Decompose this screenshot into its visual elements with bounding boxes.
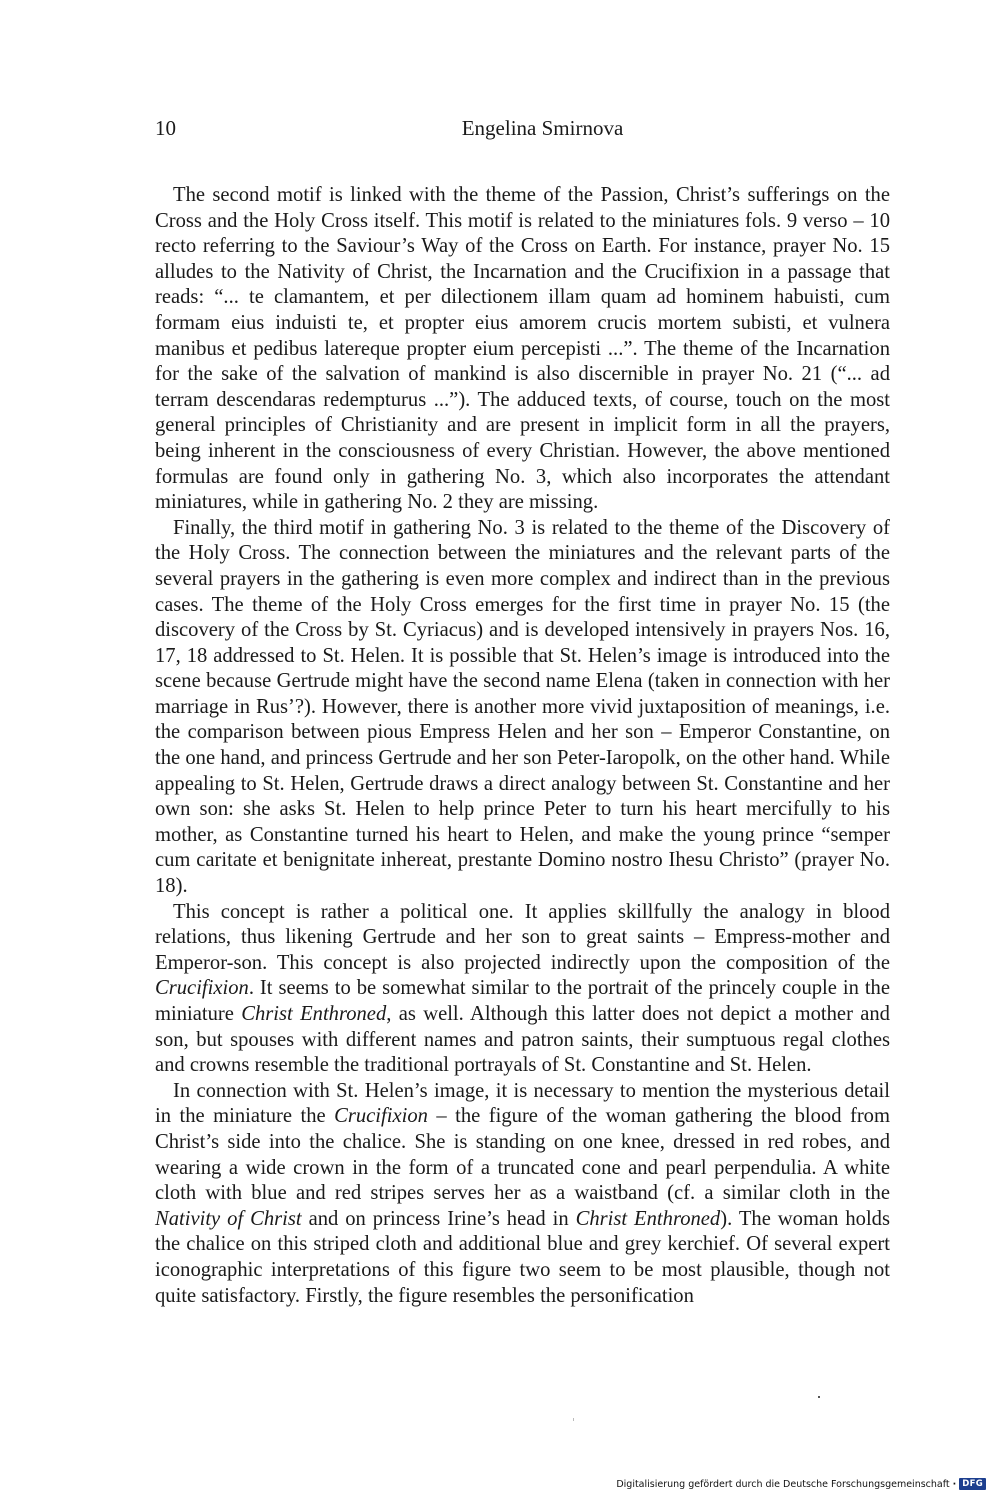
body-text (155, 183, 890, 1309)
scan-speck (573, 1418, 574, 1421)
paragraph-2: Finally, the third motif in gathering No. 3 is related to the theme of the Discovery of the Holy Cross. The connection between the miniatures and the relevant parts of the several prayers in the gathering is even more complex and indirect than in the previous cases. The theme of the Holy Cross emerges for the first time in prayer No. 15 (the discovery of the Cross by St. Cyriacus) and is developed intensively in prayers Nos. 16, 17, 18 addressed to St. Helen. It is possible that St. Helen’s image is introduced into the scene because Gertrude might have the second name Elena (taken in connection with her marriage in Rus’?). However, there is another more vivid juxtaposition of meanings, i.e. the comparison between pious Empress Helen and her son – Emperor Constantine, on the one hand, and princess Gertrude and her son Peter-Iaropolk, on the other hand. While appealing to St. Helen, Gertrude draws a direct analogy between St. Constantine and her own son: she asks St. Helen to help prince Peter to turn his heart mercifully to his mother, as Constantine turned his heart to Helen, and make the young prince “semper cum caritate et benignitate inhereat, prestante Domino nostro Ihesu Christo” (prayer No. 18). (155, 516, 890, 898)
paragraph-3 (155, 900, 890, 1079)
paragraph-3-text-b: . It seems to be somewhat similar to the portrait of the princely couple in the miniature (155, 977, 890, 1025)
paragraph-4 (155, 1079, 890, 1309)
funding-note: Digitalisierung gefördert durch die Deutsche Forschungsgemeinschaft (616, 1478, 950, 1490)
scan-speck (818, 1396, 820, 1398)
paragraph-4-text-c: and on princess Irine’s head in (301, 1207, 576, 1230)
paragraph-4-text-b: – the figure of the woman gathering the blood from Christ’s side into the chalice. She is standing on one knee, dressed in red robes, and wearing a wide crown in the form of a truncated cone and pearl perpendulia. A white cloth with blue and red stripes serves her as a waistband (cf. a similar cloth in the (155, 1105, 890, 1205)
paragraph-3-text-a: This concept is rather a political one. It applies skillfully the analogy in blood relations, thus likening Gertrude and her son to great saints – Empress-mother and Emperor-son. This concept is also projected indirectly upon the composition of the (155, 900, 890, 974)
italic-title-christ-enthroned: Christ Enthroned (575, 1207, 721, 1230)
paragraph-4-text-d: ). The woman holds the chalice on this striped cloth and additional blue and grey kerchief. Of several expert iconographic interpretations of this figure two seem to be most plausible, though not quite satisfactory. Firstly, the figure resembles the personification (155, 1207, 890, 1307)
italic-title-nativity-of-christ: Nativity of Christ (155, 1207, 302, 1230)
digitization-footer (616, 1478, 986, 1490)
paragraph-4-text-a: In connection with St. Helen’s image, it is necessary to mention the mysterious detail in the miniature the (155, 1079, 890, 1128)
page-header (155, 116, 890, 148)
paragraph-3-text-c: , as well. Although this latter does not depict a mother and son, but spouses with different names and patron saints, their sumptuous regal clothes and crowns resemble the traditional portrayals of St. Constantine and St. Helen. (155, 1003, 890, 1077)
page-number: 10 (155, 116, 176, 140)
italic-title-crucifixion: Crucifixion (334, 1105, 428, 1128)
running-head: Engelina Smirnova (461, 116, 624, 140)
italic-title-christ-enthroned: Christ Enthroned (241, 1003, 387, 1025)
paragraph-1: The second motif is linked with the theme of the Passion, Christ’s sufferings on the Cross and the Holy Cross itself. This motif is related to the miniatures fols. 9 verso – 10 recto referring to the Saviour’s Way of the Cross on Earth. For instance, prayer No. 15 alludes to the Nativity of Christ, the Incarnation and the Crucifixion in a passage that reads: “... te clamantem, et per dilectionem illam quam ad hominem habuisti, cum formam eius induisti te, et propter eius amorem crucis mortem subisti, et vulnera manibus et pedibus latereque propter eium percepisti ...”. The theme of the Incarnation for the sake of the salvation of mankind is also discernible in prayer No. 21 (“... ad terram descendaras redempturus ...”). The adduced texts, of course, touch on the most general principles of Christianity and are present in implicit form in all the prayers, being inherent in the consciousness of every Christian. However, the above mentioned formulas are found only in gathering No. 3, which also incorporates the attendant miniatures, while in gathering No. 2 they are missing. (155, 184, 890, 514)
footer-separator: · (952, 1478, 957, 1490)
dfg-logo-icon: DFG (959, 1478, 986, 1490)
italic-title-crucifixion: Crucifixion (155, 977, 249, 1000)
